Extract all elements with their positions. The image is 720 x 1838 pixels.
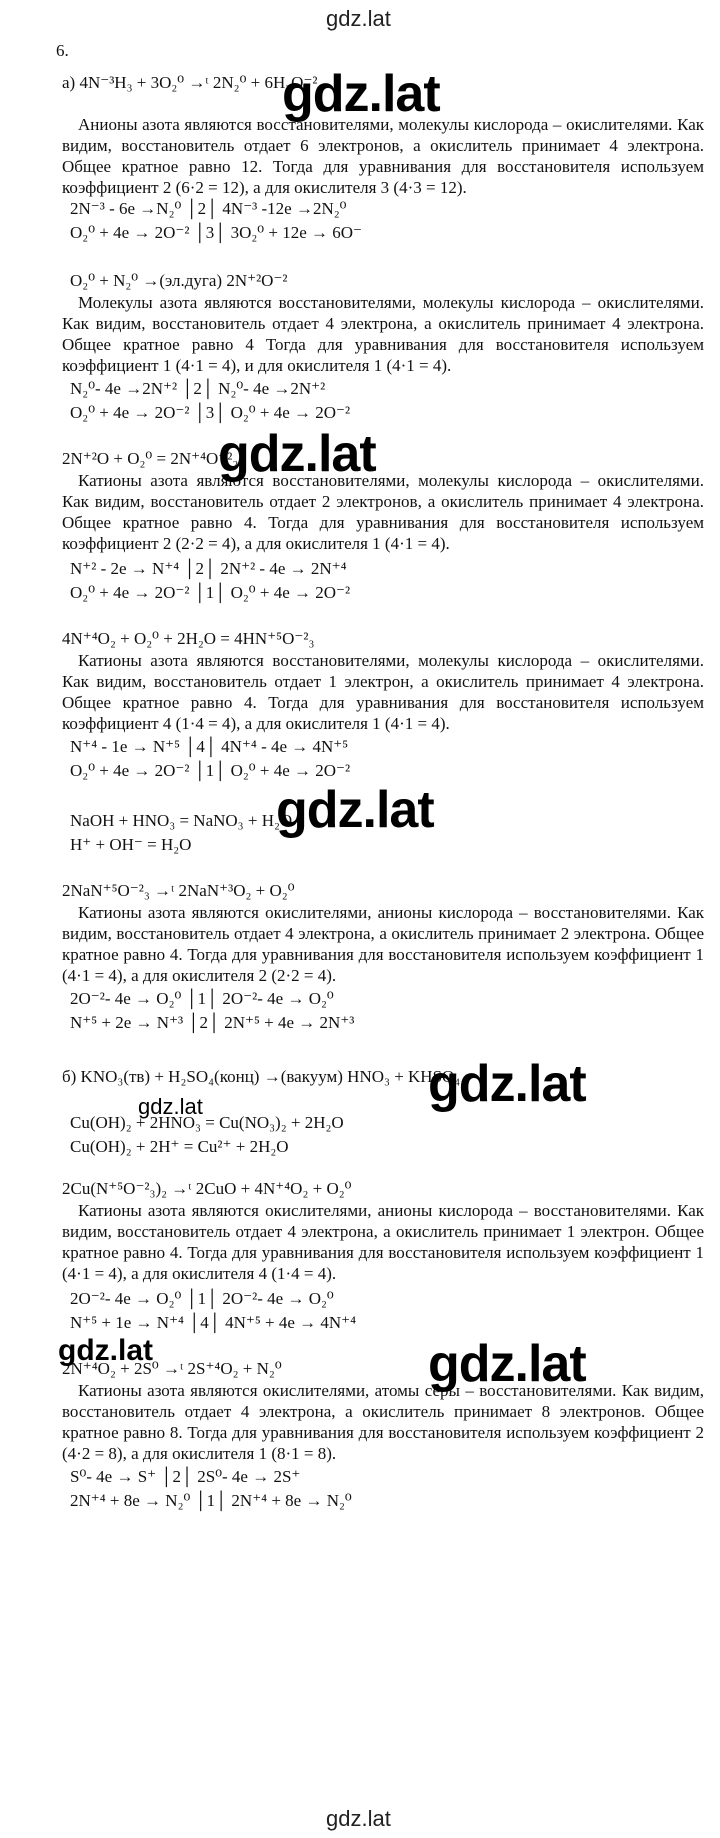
watermark-logo: gdz.lat xyxy=(282,65,440,123)
header-site-label[interactable]: gdz.lat xyxy=(326,6,391,31)
balance-f-line2: N⁺⁵ + 2e → N⁺³ │2│ 2N⁺⁵ + 4e → 2N⁺³ xyxy=(70,1013,355,1032)
balance-c-line2: O₂⁰ + 4e → 2O⁻² │1│ O₂⁰ + 4e → 2O⁻² xyxy=(70,583,351,602)
watermark-logo: gdz.lat xyxy=(138,1094,203,1119)
equation-g: б) KNO₃(тв) + H₂SO₄(конц) →(вакуум) HNO₃ + KHSO₄ xyxy=(62,1067,461,1086)
equation-d: 4N⁺⁴O₂ + O₂⁰ + 2H₂O = 4HN⁺⁵O⁻²₃ xyxy=(62,629,315,648)
watermark-logo: gdz.lat xyxy=(428,1055,586,1113)
paragraph-d: Катионы азота являются восстановителями, молекулы кислорода – окислителями. Как видим, восстановитель отдает 1 электрон, а окислитель принимает 4 электрона. Общее кратное равно 4. Тогда для уравнивания для восстановителя используем коэффициент 4 (1·4 = 4), а для окислителя 1 (4·1 = 4). xyxy=(62,651,704,733)
watermark-logo: gdz.lat xyxy=(276,781,434,839)
task-number: 6. xyxy=(56,41,69,60)
paragraph-f: Катионы азота являются окислителями, анионы кислорода – восстановителями. Как видим, восстановитель отдает 4 электрона, а окислитель принимает 2 электрона. Общее кратное равно 4. Тогда для уравнивания для восстановителя используем коэффициент 1 (4·1 = 4), а для окислителя 2 (2·2 = 4). xyxy=(62,903,704,985)
balance-b-line2: O₂⁰ + 4e → 2O⁻² │3│ O₂⁰ + 4e → 2O⁻² xyxy=(70,403,351,422)
paragraph-c: Катионы азота являются восстановителями, молекулы кислорода – окислителями. Как видим, восстановитель отдает 2 электронов, а окислитель принимает 4 электрона. Общее кратное равно 4. Тогда для уравнивания для восстановителя используем коэффициент 2 (2·2 = 4), а для окислителя 1 (4·1 = 4). xyxy=(62,471,704,553)
balance-h-line1: 2O⁻²- 4e → O₂⁰ │1│ 2O⁻²- 4e → O₂⁰ xyxy=(70,1289,334,1308)
equation-i: 2N⁺⁴O₂ + 2S⁰ →ᵗ 2S⁺⁴O₂ + N₂⁰ xyxy=(62,1359,282,1378)
balance-h-line2: N⁺⁵ + 1e → N⁺⁴ │4│ 4N⁺⁵ + 4e → 4N⁺⁴ xyxy=(70,1313,357,1332)
equation-h: 2Cu(N⁺⁵O⁻²₃)₂ →ᵗ 2CuO + 4N⁺⁴O₂ + O₂⁰ xyxy=(62,1179,352,1198)
equation-g-line1: Cu(OH)₂ + 2HNO₃ = Cu(NO₃)₂ + 2H₂O xyxy=(70,1113,344,1132)
watermark-logo: gdz.lat xyxy=(218,425,376,483)
equation-c: 2N⁺²O + O₂⁰ = 2N⁺⁴O⁻²₂ xyxy=(62,449,239,468)
paragraph-b: Молекулы азота являются восстановителями, молекулы кислорода – окислителями. Как видим, восстановитель отдает 4 электрона, а окислитель принимает 4 электрона. Общее кратное равно 4 Тогда для уравнивания для восстановителя используем коэффициент 1 (4·1 = 4), и для окислителя 1 (4·1 = 4). xyxy=(62,293,704,375)
equation-b: O₂⁰ + N₂⁰ →(эл.дуга) 2N⁺²O⁻² xyxy=(70,271,288,290)
paragraph-h: Катионы азота являются окислителями, анионы кислорода – восстановителями. Как видим, восстановитель отдает 4 электрона, а окислитель принимает 1 электрон. Общее кратное равно 4. Тогда для уравнивания для восстановителя используем коэффициент 1 (4·1 = 4), а для окислителя 4 (1·4 = 4). xyxy=(62,1201,704,1283)
balance-d-line2: O₂⁰ + 4e → 2O⁻² │1│ O₂⁰ + 4e → 2O⁻² xyxy=(70,761,351,780)
equation-a: а) 4N⁻³H₃ + 3O₂⁰ →ᵗ 2N₂⁰ + 6H₂O⁻² xyxy=(62,73,318,92)
equation-f: 2NaN⁺⁵O⁻²₃ →ᵗ 2NaN⁺³O₂ + O₂⁰ xyxy=(62,881,295,900)
paragraph-i: Катионы азота являются окислителями, атомы серы – восстановителями. Как видим, восстановитель отдает 4 электрона, а окислитель принимает 8 электронов. Общее кратное равно 8. Тогда для уравнивания для восстановителя используем коэффициент 2 (4·2 = 8), а для окислителя 1 (8·1 = 8). xyxy=(62,1381,704,1463)
balance-a-line2: O₂⁰ + 4e → 2O⁻² │3│ 3O₂⁰ + 12e → 6O⁻ xyxy=(70,223,362,242)
balance-b-line1: N₂⁰- 4e →2N⁺² │2│ N₂⁰- 4e →2N⁺² xyxy=(70,379,326,398)
paragraph-a: Анионы азота являются восстановителями, молекулы кислорода – окислителями. Как видим, восстановитель отдает 6 электронов, а окислитель принимает 4 электрона. Общее кратное равно 12. Тогда для уравнивания для восстановителя используем коэффициент 2 (6·2 = 12), а для окислителя 3 (4·3 = 12). xyxy=(62,115,704,197)
balance-c-line1: N⁺² - 2e → N⁺⁴ │2│ 2N⁺² - 4e → 2N⁺⁴ xyxy=(70,559,347,578)
equation-e-line1: NaOH + HNO₃ = NaNO₃ + H₂O xyxy=(70,811,293,830)
balance-f-line1: 2O⁻²- 4e → O₂⁰ │1│ 2O⁻²- 4e → O₂⁰ xyxy=(70,989,334,1008)
balance-d-line1: N⁺⁴ - 1e → N⁺⁵ │4│ 4N⁺⁴ - 4e → 4N⁺⁵ xyxy=(70,737,349,756)
balance-i-line2: 2N⁺⁴ + 8e → N₂⁰ │1│ 2N⁺⁴ + 8e → N₂⁰ xyxy=(70,1491,352,1510)
equation-g-line2: Cu(OH)₂ + 2H⁺ = Cu²⁺ + 2H₂O xyxy=(70,1137,289,1156)
watermark-logo: gdz.lat xyxy=(428,1335,586,1393)
watermark-logo: gdz.lat xyxy=(58,1334,153,1367)
balance-i-line1: S⁰- 4e → S⁺ │2│ 2S⁰- 4e → 2S⁺ xyxy=(70,1467,301,1486)
balance-a-line1: 2N⁻³ - 6e →N₂⁰ │2│ 4N⁻³ -12e →2N₂⁰ xyxy=(70,199,347,218)
footer-site-label[interactable]: gdz.lat xyxy=(326,1806,391,1831)
equation-e-line2: H⁺ + OH⁻ = H₂O xyxy=(70,835,192,854)
